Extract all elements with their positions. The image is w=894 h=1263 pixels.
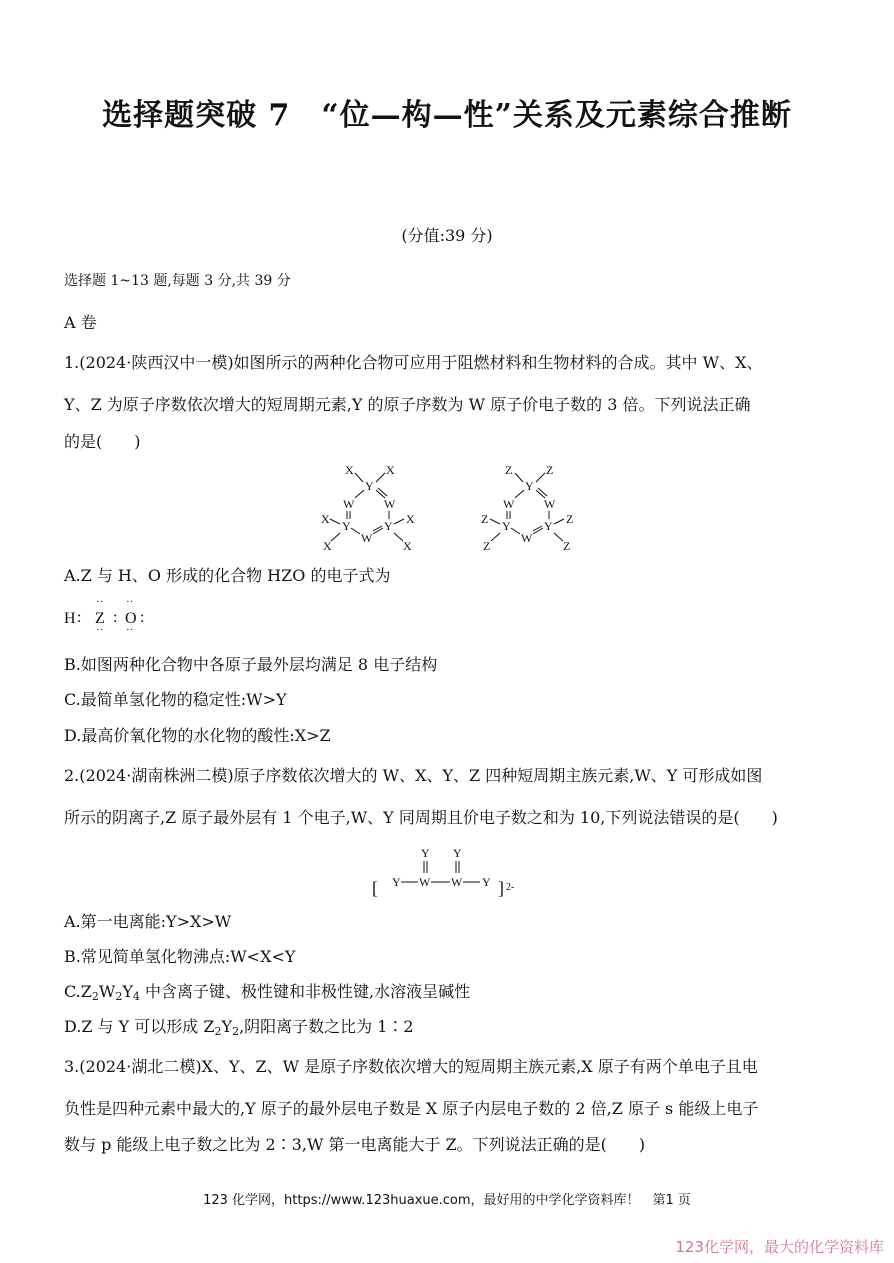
atom-z: Z bbox=[546, 463, 554, 477]
score-note: (分值:39 分) bbox=[401, 226, 493, 245]
atom-z: Z bbox=[483, 539, 491, 553]
atom-y: Y bbox=[525, 479, 534, 493]
atom-w: W bbox=[419, 875, 431, 889]
atom-y: Y bbox=[342, 519, 351, 533]
atom-x: X bbox=[321, 512, 330, 526]
q2-stem-line2: 所示的阴离子,Z 原子最外层有 1 个电子,W、Y 同周期且价电子数之和为 10,下列说法错误的是( ) bbox=[64, 808, 778, 827]
atom-w: W bbox=[384, 497, 396, 511]
atom-y: Y bbox=[365, 479, 374, 493]
atom-x: X bbox=[386, 463, 395, 477]
atom-z: Z bbox=[505, 463, 513, 477]
atom-y: Y bbox=[384, 519, 393, 533]
q3-stem-line1: 3.(2024·湖北二模)X、Y、Z、W 是原子序数依次增大的短周期主族元素,X 原子有两个单电子且电 bbox=[64, 1057, 758, 1076]
ion-charge: 2- bbox=[506, 882, 515, 893]
q1-stem-line2: Y、Z 为原子序数依次增大的短周期元素,Y 的原子序数为 W 原子价电子数的 3 倍。下列说法正确 bbox=[64, 395, 751, 414]
atom-x: X bbox=[323, 539, 332, 553]
atom-y: Y bbox=[392, 875, 401, 889]
section-label: A 卷 bbox=[64, 313, 97, 332]
atom-w: W bbox=[451, 875, 463, 889]
q1-option-a: A.Z 与 H、O 形成的化合物 HZO 的电子式为 bbox=[64, 566, 391, 585]
bracket-right: ] bbox=[498, 878, 504, 898]
atom-w: W bbox=[361, 531, 373, 545]
q1-electron-formula: H : ·· Z ·· : ·· O ·· : bbox=[64, 596, 145, 636]
q1-structure-x bbox=[318, 460, 426, 555]
atom-z: Z bbox=[481, 512, 489, 526]
q3-stem-line2: 负性是四种元素中最大的,Y 原子的最外层电子数是 X 原子内层电子数的 2 倍,Z 原子 s 能级上电子 bbox=[64, 1099, 759, 1118]
q2-option-b: B.常见简单氢化物沸点:W<X<Y bbox=[64, 947, 296, 966]
atom-y: Y bbox=[544, 519, 553, 533]
q2-option-a: A.第一电离能:Y>X>W bbox=[64, 912, 232, 931]
atom-x: X bbox=[403, 539, 412, 553]
atom-w: W bbox=[544, 497, 556, 511]
atom-y: Y bbox=[453, 846, 462, 860]
q1-stem-line1: 1.(2024·陕西汉中一模)如图所示的两种化合物可应用于阻燃材料和生物材料的合成。其中 W、X、 bbox=[64, 353, 763, 372]
instruction: 选择题 1~13 题,每题 3 分,共 39 分 bbox=[64, 273, 291, 289]
bracket-left: [ bbox=[372, 878, 378, 898]
q1-option-c: C.最简单氢化物的稳定性:W>Y bbox=[64, 690, 287, 709]
q1-stem-line3: 的是( ) bbox=[64, 432, 141, 451]
q2-option-c: $C.Z_2W_2Y_4$ 中含离子键、极性键和非极性键,水溶液呈碱性 bbox=[64, 982, 471, 1003]
atom-y: Y bbox=[421, 846, 430, 860]
q1-option-b: B.如图两种化合物中各原子最外层均满足 8 电子结构 bbox=[64, 655, 438, 674]
q1-option-d: D.最高价氧化物的水化物的酸性:X>Z bbox=[64, 726, 331, 745]
atom-x: X bbox=[406, 512, 415, 526]
atom-z: Z bbox=[563, 539, 571, 553]
atom-w: W bbox=[521, 531, 533, 545]
q2-stem-line1: 2.(2024·湖南株洲二模)原子序数依次增大的 W、X、Y、Z 四种短周期主族元素,W、Y 可形成如图 bbox=[64, 766, 763, 785]
q1-structure-z bbox=[478, 460, 586, 555]
atom-x: X bbox=[345, 463, 354, 477]
q2-anion-structure bbox=[368, 840, 528, 902]
atom-y: Y bbox=[502, 519, 511, 533]
page-footer: 123 化学网，https://www.123huaxue.com，最好用的中学化学资料库！ 第1 页 bbox=[203, 1193, 691, 1208]
atom-z: Z bbox=[566, 512, 574, 526]
atom-w: W bbox=[343, 497, 355, 511]
watermark: 123化学网，最大的化学资料库 bbox=[675, 1238, 884, 1256]
q2-option-d: D.Z 与 Y 可以形成 $Z_2Y_2$,阴阳离子数之比为 1∶2 bbox=[64, 1017, 414, 1038]
q3-stem-line3: 数与 p 能级上电子数之比为 2∶3,W 第一电离能大于 Z。下列说法正确的是( ) bbox=[64, 1135, 646, 1154]
atom-y: Y bbox=[482, 875, 491, 889]
document-title: 选择题突破 7 “位—构—性”关系及元素综合推断 bbox=[102, 98, 792, 133]
atom-w: W bbox=[503, 497, 515, 511]
